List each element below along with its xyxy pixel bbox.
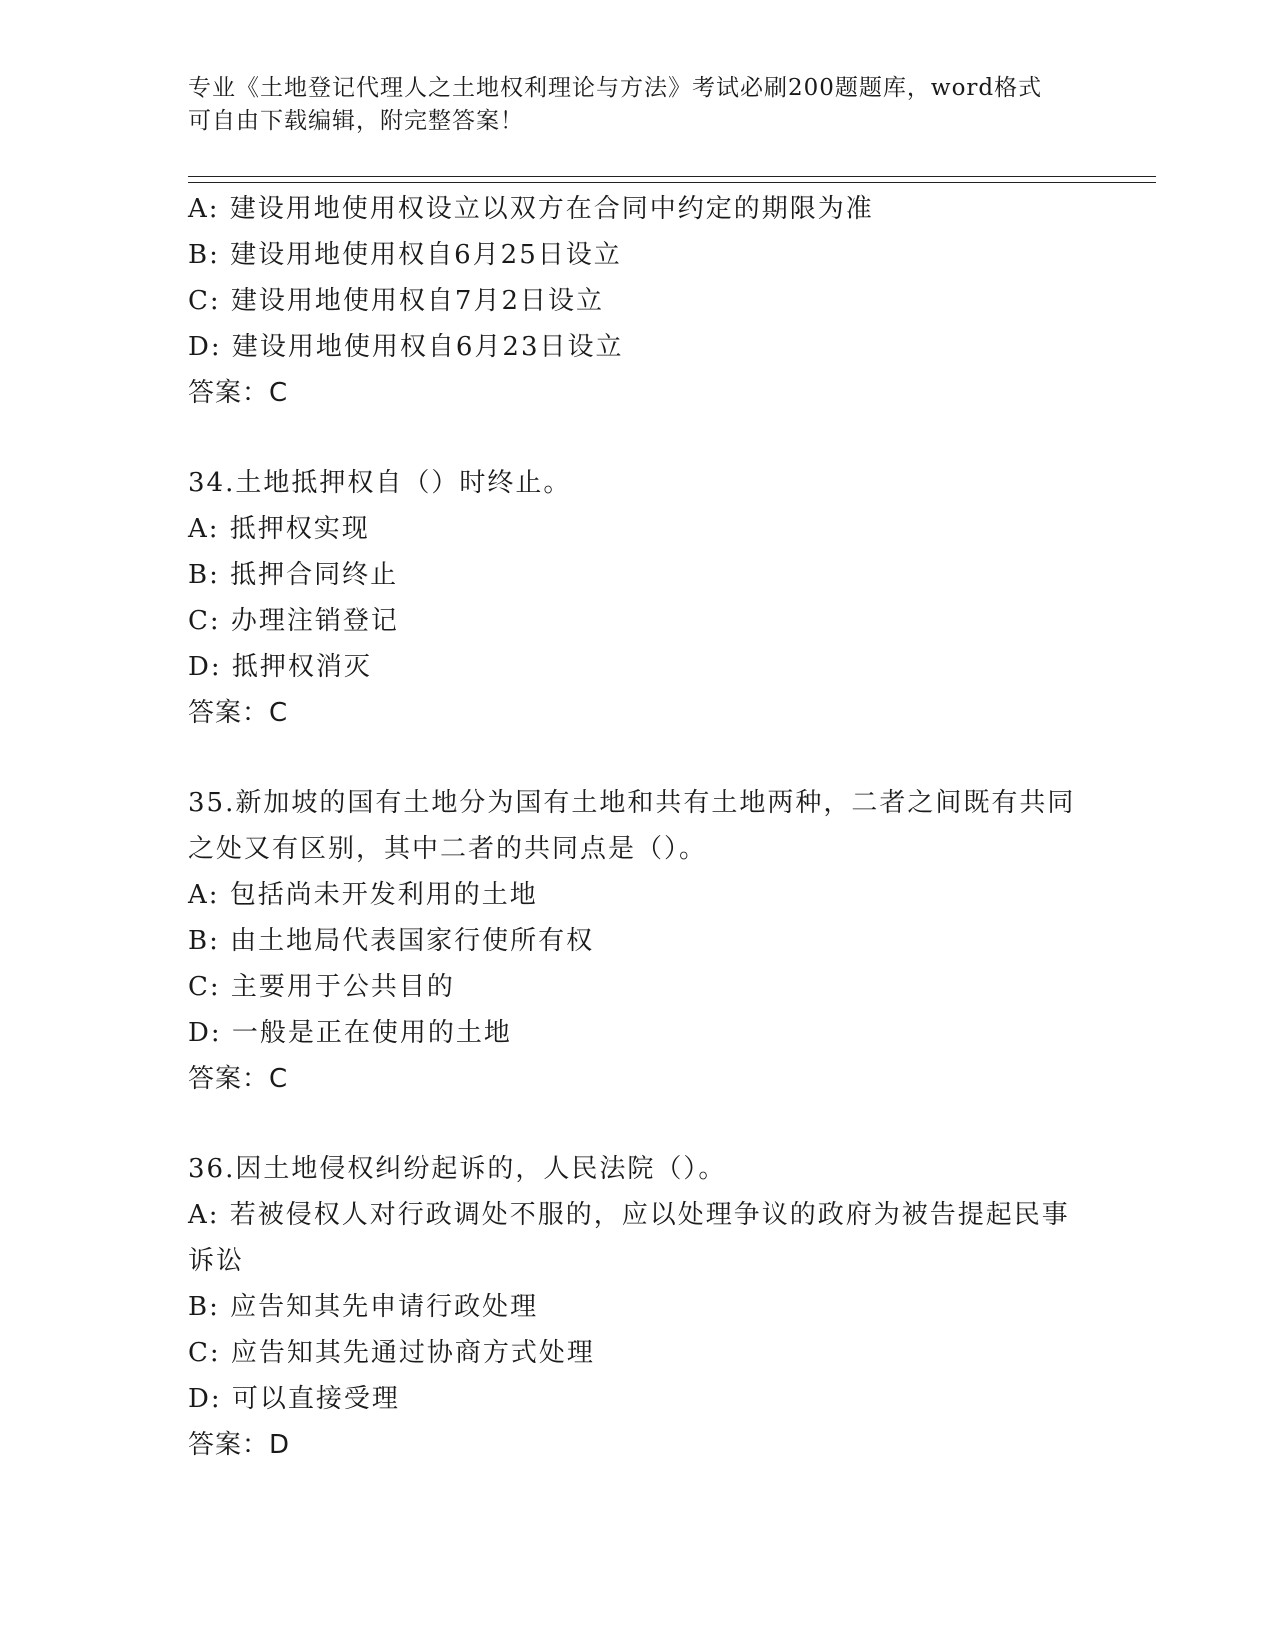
header-rule-bottom <box>188 182 1156 183</box>
option-d: D: 一般是正在使用的土地 <box>188 1018 512 1048</box>
option-d: D: 建设用地使用权自6月23日设立 <box>188 332 624 362</box>
option-a: A: 抵押权实现 <box>188 514 370 544</box>
question-stem: 36.因土地侵权纠纷起诉的，人民法院（）。 <box>188 1154 727 1184</box>
option-c: C: 应告知其先通过协商方式处理 <box>188 1338 595 1368</box>
option-a: A: 建设用地使用权设立以双方在合同中约定的期限为准 <box>188 194 874 224</box>
answer-line: 答案：C <box>188 378 289 408</box>
option-a: A: 若被侵权人对行政调处不服的，应以处理争议的政府为被告提起民事诉讼 <box>188 1200 1070 1276</box>
header-line-1: 专业《土地登记代理人之土地权利理论与方法》考试必刷200题题库，word格式 <box>188 75 1043 101</box>
option-c: C: 办理注销登记 <box>188 606 399 636</box>
question-list <box>188 186 1088 1512</box>
option-c: C: 主要用于公共目的 <box>188 972 455 1002</box>
option-c: C: 建设用地使用权自7月2日设立 <box>188 286 605 316</box>
question-block-36 <box>188 1146 1088 1468</box>
option-d: D: 可以直接受理 <box>188 1384 400 1414</box>
option-b: B: 抵押合同终止 <box>188 560 399 590</box>
question-block-partial <box>188 186 1088 416</box>
option-b: B: 由土地局代表国家行使所有权 <box>188 926 595 956</box>
option-a: A: 包括尚未开发利用的土地 <box>188 880 538 910</box>
header-rule-top <box>188 176 1156 177</box>
option-b: B: 应告知其先申请行政处理 <box>188 1292 539 1322</box>
option-b: B: 建设用地使用权自6月25日设立 <box>188 240 622 270</box>
question-stem: 34.土地抵押权自（）时终止。 <box>188 468 572 498</box>
question-stem: 35.新加坡的国有土地分为国有土地和共有土地两种，二者之间既有共同之处又有区别，其中二者的共同点是（）。 <box>188 788 1076 864</box>
document-header <box>188 72 1088 138</box>
option-d: D: 抵押权消灭 <box>188 652 372 682</box>
header-line-2: 可自由下载编辑，附完整答案！ <box>188 108 524 134</box>
answer-line: 答案：C <box>188 698 289 728</box>
question-block-35 <box>188 780 1088 1102</box>
answer-line: 答案：C <box>188 1064 289 1094</box>
question-block-34 <box>188 460 1088 736</box>
answer-line: 答案：D <box>188 1430 291 1460</box>
